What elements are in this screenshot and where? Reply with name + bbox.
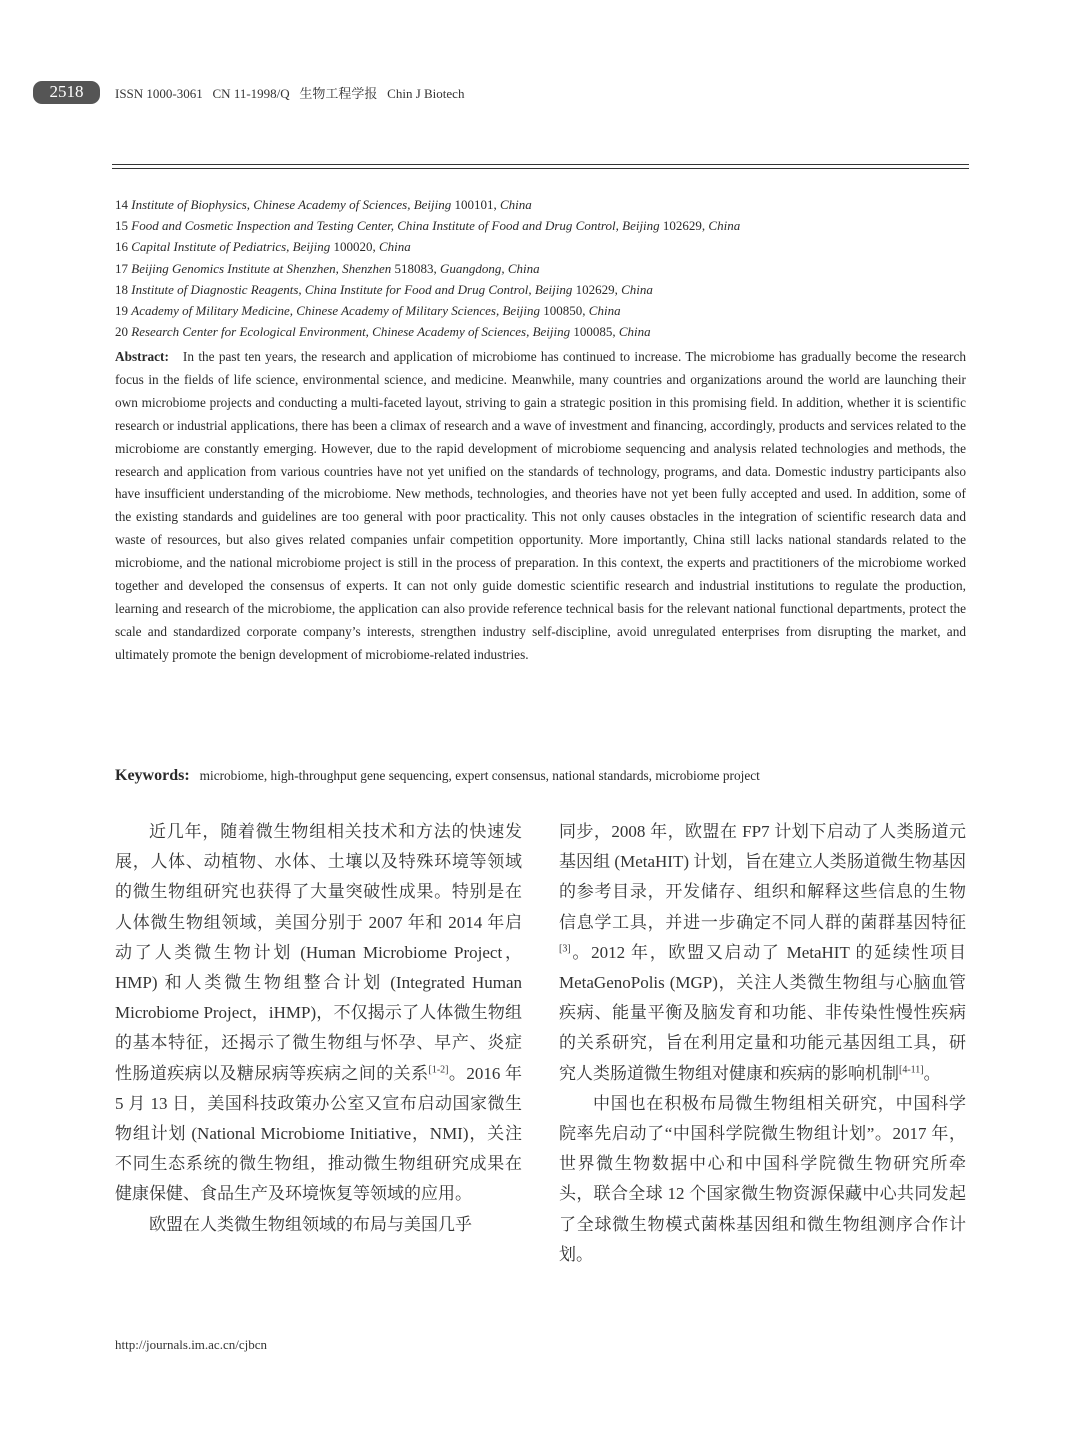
body-paragraph: 欧盟在人类微生物组领域的布局与美国几乎 <box>149 1214 472 1234</box>
citation-ref: [4-11] <box>899 1063 924 1075</box>
affiliation-item: 20 Research Center for Ecological Environment, Chinese Academy of Sciences, Beijing 100085, China <box>115 324 651 340</box>
body-column-right <box>559 817 966 1270</box>
body-paragraph: 同步，2008 年，欧盟在 FP7 计划下启动了人类肠道元基因组 (MetaHIT) 计划，旨在建立人类肠道微生物基因的参考目录，开发储存、组织和解释这些信息的生物信息学工具，并进一步确定不同人群的菌群基因特征[3]。2012 年，欧盟又启动了 MetaHIT 的延续性项目 MetaGenoPolis (MGP)，关注人类微生物组与心脑血管疾病、能量平衡及脑发育和功能、非传染性慢性疾病的关系研究，旨在利用定量和功能元基因组工具，研究人类肠道微生物组对健康和疾病的影响机制[4-11]。 <box>559 822 966 1083</box>
affiliation-item: 17 Beijing Genomics Institute at Shenzhen, Shenzhen 518083, Guangdong, China <box>115 260 540 276</box>
header-rule <box>112 164 969 169</box>
abstract <box>115 346 966 667</box>
keywords-text: microbiome, high-throughput gene sequencing, expert consensus, national standards, microbiome project <box>199 768 760 783</box>
body-paragraph: 近几年，随着微生物组相关技术和方法的快速发展，人体、动植物、水体、土壤以及特殊环境等领域的微生物组研究也获得了大量突破性成果。特别是在人体微生物组领域，美国分别于 2007 年和 2014 年启动了人类微生物计划 (Human Microbiome Project，HMP) 和人类微生物组整合计划 (Integrated Human Microbiome Project，iHMP)，不仅揭示了人体微生物组的基本特征，还揭示了微生物组与怀孕、早产、炎症性肠道疾病以及糖尿病等疾病之间的关系[1-2]。2016 年 5 月 13 日，美国科技政策办公室又宣布启动国家微生物组计划 (National Microbiome Initiative，NMI)，关注不同生态系统的微生物组，推动微生物组研究成果在健康保健、食品生产及环境恢复等领域的应用。 <box>115 822 523 1204</box>
citation-ref: [3] <box>559 943 571 955</box>
affiliation-item: 18 Institute of Diagnostic Reagents, China Institute for Food and Drug Control, Beijing 102629, China <box>115 281 653 297</box>
keywords-label: Keywords: <box>115 767 190 784</box>
citation-ref: [1-2] <box>428 1063 449 1075</box>
footer-url: http://journals.im.ac.cn/cjbcn <box>115 1337 267 1352</box>
abstract-text: In the past ten years, the research and application of microbiome has continued to increase. The microbiome has gradually become the research focus in the fields of life science, environmental science, and medicine. Meanwhile, many countries and organizations around the world are launching their own microbiome projects and conducting a multi-faceted layout, striving to gain a strategic position in this promising field. In addition, whether it is scientific research or industrial applications, there has been a climax of research and a wave of investment and financing, accordingly, products and services related to the microbiome are constantly emerging. However, due to the rapid development of microbiome sequencing and analysis related technologies and methods, the research and application from various countries have not yet unified on the standards of technology, programs, and data. Domestic industry participants also have insufficient understanding of the microbiome. New methods, technologies, and theories have not yet been fully accepted and used. In addition, some of the existing standards and guidelines are too general with poor practicality. This not only causes obstacles in the integration of scientific research data and waste of resources, but also gives related companies unfair competition opportunity. More importantly, China still lacks national standards related to the microbiome, and the national microbiome project is still in the process of preparation. In this context, the experts and practitioners of the microbiome worked together and developed the consensus of experts. It can not only guide domestic scientific research and industrial institutions to regulate the production, learning and research of the microbiome, the application can also provide reference technical basis for the relevant national functional departments, protect the scale and standardized corporate company’s interests, strengthen industry self-discipline, avoid unregulated enterprises from disrupting the market, and ultimately promote the benign development of microbiome-related industries. <box>115 349 966 662</box>
affiliation-item: 15 Food and Cosmetic Inspection and Testing Center, China Institute of Food and Drug Control, Beijing 102629, China <box>115 218 741 234</box>
keywords <box>115 767 975 785</box>
abstract-label: Abstract: <box>115 349 169 364</box>
affiliation-item: 19 Academy of Military Medicine, Chinese Academy of Military Sciences, Beijing 100850, China <box>115 303 621 319</box>
body-paragraph: 中国也在积极布局微生物组相关研究，中国科学院率先启动了“中国科学院微生物组计划”。2017 年，世界微生物数据中心和中国科学院微生物研究所牵头，联合全球 12 个国家微生物资源保藏中心共同发起了全球微生物模式菌株基因组和微生物组测序合作计划。 <box>559 1093 966 1264</box>
affiliation-item: 16 Capital Institute of Pediatrics, Beijing 100020, China <box>115 239 411 255</box>
page-number-badge: 2518 <box>33 81 100 104</box>
journal-info: ISSN 1000-3061 CN 11-1998/Q 生物工程学报 Chin J Biotech <box>115 85 465 101</box>
affiliation-item: 14 Institute of Biophysics, Chinese Academy of Sciences, Beijing 100101, China <box>115 197 532 212</box>
running-header <box>33 80 464 104</box>
body-column-left <box>115 817 522 1240</box>
affiliations-list <box>115 194 975 342</box>
